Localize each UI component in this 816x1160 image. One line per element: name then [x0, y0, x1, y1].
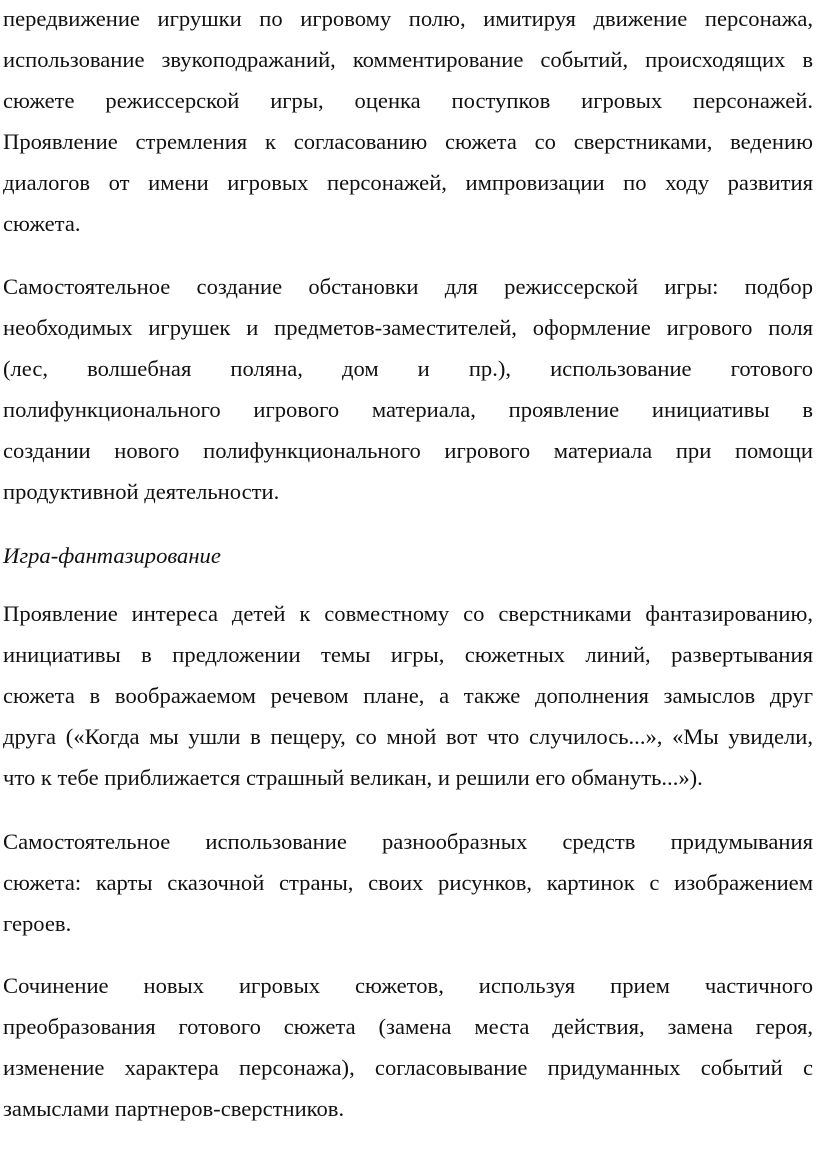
text-line: друга («Когда мы ушли в пещеру, со мной вот что случилось...», «Мы увидели, — [3, 724, 813, 749]
text-line: (лес, волшебная поляна, дом и пр.), использование готового — [3, 356, 813, 381]
text-line: героев. — [3, 911, 72, 936]
text-line: создании нового полифункционального игрового материала при помощи — [3, 438, 813, 463]
text-line: Самостоятельное использование разнообразных средств придумывания — [3, 829, 813, 854]
text-line: Сочинение новых игровых сюжетов, используя прием частичного — [3, 973, 813, 998]
text-line: сюжета. — [3, 211, 81, 236]
text-line: замыслами партнеров-сверстников. — [3, 1096, 345, 1121]
text-line: сюжета: карты сказочной страны, своих рисунков, картинок с изображением — [3, 870, 813, 895]
text-line: Проявление интереса детей к совместному со сверстниками фантазированию, — [3, 601, 813, 626]
text-line: изменение характера персонажа), согласовывание придуманных событий с — [3, 1055, 813, 1080]
text-line: необходимых игрушек и предметов-заместителей, оформление игрового поля — [3, 315, 813, 340]
text-line: полифункционального игрового материала, проявление инициативы в — [3, 397, 813, 422]
text-line: Самостоятельное создание обстановки для режиссерской игры: подбор — [3, 274, 813, 299]
text-line: инициативы в предложении темы игры, сюжетных линий, развертывания — [3, 642, 813, 667]
section-heading: Игра-фантазирование — [3, 543, 221, 568]
text-line: продуктивной деятельности. — [3, 479, 280, 504]
text-line: диалогов от имени игровых персонажей, импровизации по ходу развития — [3, 170, 813, 195]
text-line: сюжете режиссерской игры, оценка поступков игровых персонажей. — [3, 88, 813, 113]
text-line: что к тебе приближается страшный великан, и решили его обмануть...»). — [3, 765, 703, 790]
text-line: использование звукоподражаний, комментирование событий, происходящих в — [3, 47, 813, 72]
text-line: преобразования готового сюжета (замена места действия, замена героя, — [3, 1014, 813, 1039]
text-line: Проявление стремления к согласованию сюжета со сверстниками, ведению — [3, 129, 813, 154]
text-line: сюжета в воображаемом речевом плане, а также дополнения замыслов друг — [3, 683, 813, 708]
text-line: передвижение игрушки по игровому полю, имитируя движение персонажа, — [3, 6, 813, 31]
